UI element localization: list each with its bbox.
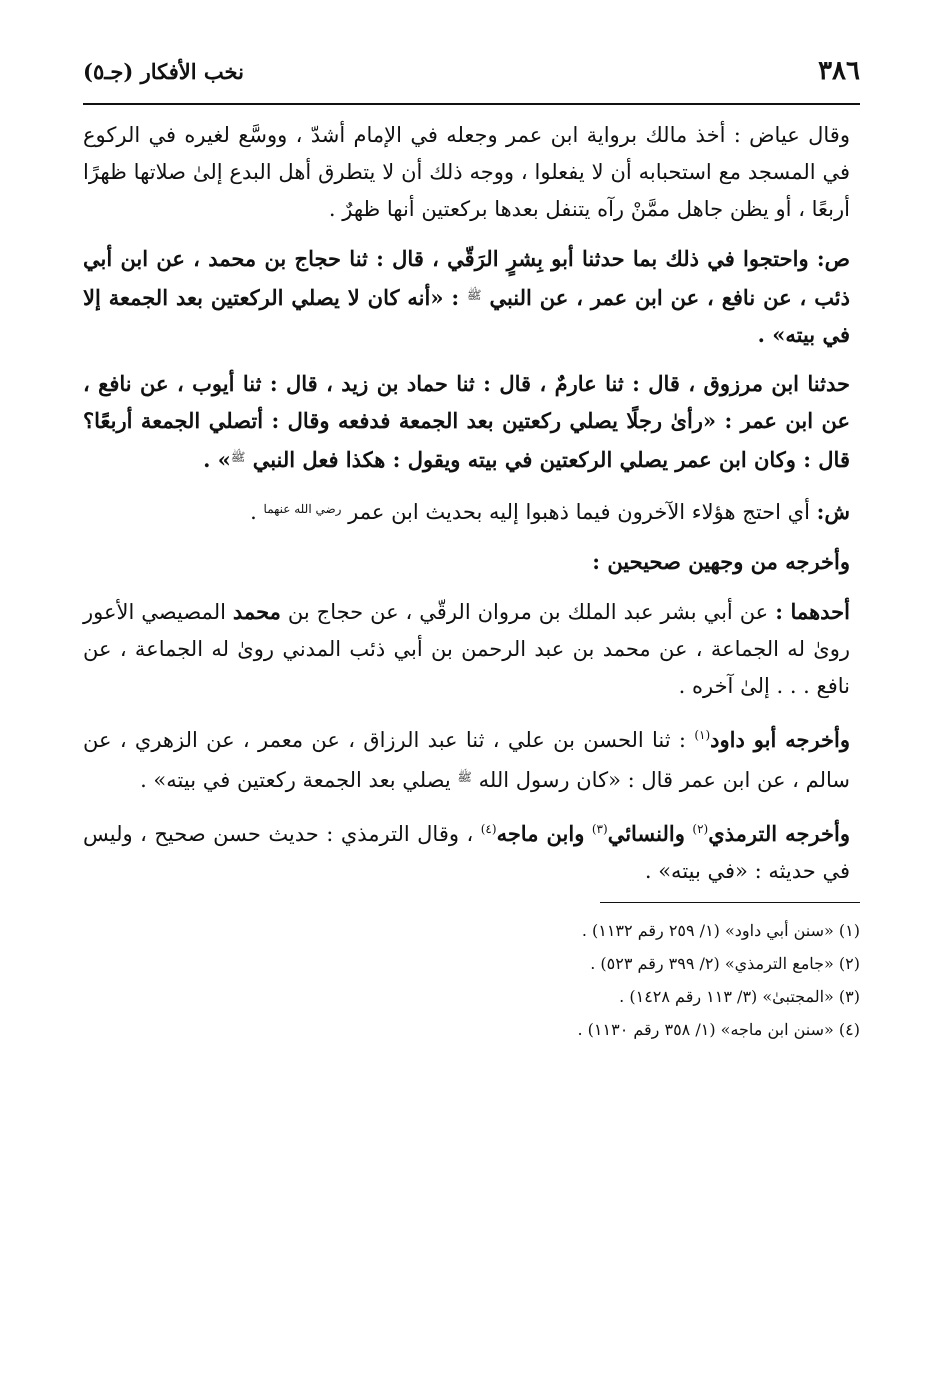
first-chain-label: أحدهما : — [775, 599, 850, 624]
abu-dawud-label: وأخرجه أبو داود — [710, 727, 850, 752]
footnote-ref[interactable]: (١) — [694, 728, 711, 742]
page-number: ٣٨٦ — [818, 56, 860, 86]
paragraph-hadith-marzuq: حدثنا ابن مرزوق ، قال : ثنا عارمٌ ، قال : ثنا حماد بن زيد ، قال : ثنا أيوب ، عن نافع ، عن ابن عمر : «رأىٰ رجلًا يصلي ركعتين بعد الجمعة فدفعه وقال : أتصلي الجمعة أربعًا؟ قال : وكان ابن عمر يصلي الركعتين في بيته ويقول : هكذا فعل النبي $^ﷺ$» . — [83, 371, 850, 472]
footnote-ref[interactable]: (٤) — [480, 822, 497, 836]
paragraph-two-chains: وأخرجه من وجهين صحيحين : — [592, 549, 850, 574]
salutation-mark: ﷺ — [457, 770, 472, 784]
paragraph-sad-text: ص: واحتجوا في ذلك بما حدثنا أبو بِشرٍ الرَقّي ، قال : ثنا حجاج بن محمد ، عن ابن أبي ذئب ، عن نافع ، عن ابن عمر ، عن النبي $^ﷺ$ : «أنه كان لا يصلي الركعتين بعد الجمعة إلا في بيته» . — [83, 246, 851, 347]
footnote-ref[interactable]: (٣) — [591, 822, 608, 836]
footnote-item: (٢) «جامع الترمذي» (٢/ ٣٩٩ رقم ٥٢٣) . — [590, 954, 860, 973]
footnotes — [83, 917, 860, 1044]
paragraph-abu-dawud: وأخرجه أبو داود$^{(١)}$ : ثنا الحسن بن علي ، ثنا عبد الرزاق ، عن معمر ، عن الزهري ، عن سالم ، عن ابن عمر قال : «كان رسول الله $^ﷺ$ يصلي بعد الجمعة ركعتين في بيته» . — [83, 727, 850, 792]
paragraph-tirmidhi: وأخرجه الترمذي$^{(٢)}$ والنسائي$^{(٣)}$ وابن ماجه$^{(٤)}$ ، وقال الترمذي : حديث حسن صحيح ، وليس في حديثه : «في بيته» . — [83, 821, 850, 883]
paragraph-shin-commentary: ش: أي احتج هؤلاء الآخرون فيما ذهبوا إليه بحديث ابن عمر $^{رضي الله عنهما}$ . — [250, 499, 850, 524]
radiyallahu-mark: رضي الله عنهما — [263, 502, 342, 516]
footnote-item: (٣) «المجتبىٰ» (٣/ ١١٣ رقم ١٤٢٨) . — [619, 987, 860, 1006]
book-page — [83, 45, 860, 1049]
footnote-item: (١) «سنن أبي داود» (١/ ٢٥٩ رقم ١١٣٢) . — [581, 921, 860, 940]
salutation-mark: ﷺ — [230, 450, 246, 464]
paragraph-iyad: وقال عياض : أخذ مالك برواية ابن عمر وجعله في الإمام أشدّ ، ووسَّع لغيره في الركوع في المسجد مع استحبابه أن لا يفعلوا ، ووجه ذلك أن لا يتطرق أهل البدع إلىٰ صلاتها ظهرًا أربعًا ، أو يظن جاهل ممَّنْ رآه يتنفل بعدها بركعتين أنها ظهرٌ . — [83, 123, 850, 221]
page-header — [83, 45, 860, 105]
sad-label: ص: — [816, 246, 851, 271]
salutation-mark: ﷺ — [467, 288, 482, 302]
footnote-separator — [600, 902, 860, 903]
book-title: نخب الأفكار (جـ٥) — [83, 58, 244, 84]
main-text — [83, 117, 860, 890]
shin-label: ش: — [816, 499, 850, 524]
footnote-item: (٤) «سنن ابن ماجه» (١/ ٣٥٨ رقم ١١٣٠) . — [577, 1020, 860, 1039]
footnote-ref[interactable]: (٢) — [692, 822, 709, 836]
paragraph-first-chain: أحدهما : عن أبي بشر عبد الملك بن مروان الرقّي ، عن حجاج بن محمد المصيصي الأعور روىٰ له الجماعة ، عن محمد بن عبد الرحمن بن أبي ذئب المدني روىٰ له الجماعة ، عن نافع . . . إلىٰ آخره . — [83, 599, 850, 698]
